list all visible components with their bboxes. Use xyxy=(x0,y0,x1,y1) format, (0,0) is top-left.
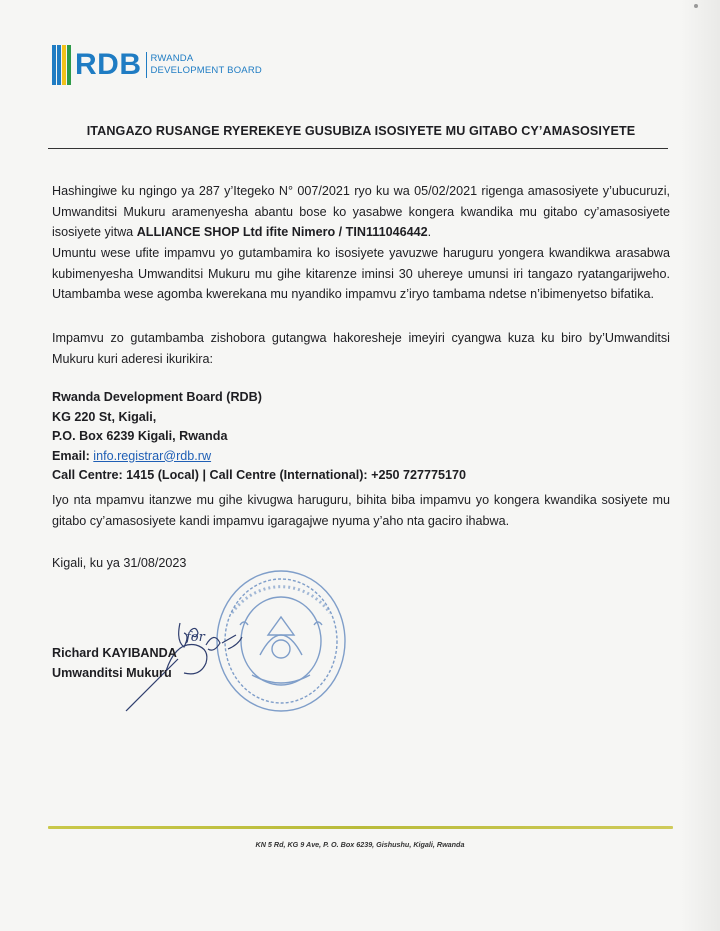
scan-speck xyxy=(694,4,698,8)
paragraph-objection: Umuntu wese ufite impamvu yo gutambamira ko isosiyete yavuzwe haruguru yongera kwandikwa arasabwa kubimenyesha Umwanditsi Mukuru mu gihe kitarenze iminsi 30 uhereye umunsi iri tangazo ryatangarijweho. Utambamba wese agomba kwerekana mu nyandiko impamvu z’iryo tambama ndetse n’ibimenyetso bifatika. xyxy=(52,246,670,301)
email-link[interactable]: info.registrar@rdb.rw xyxy=(93,448,212,463)
signature-for: for xyxy=(186,630,205,645)
paragraph-intro xyxy=(52,181,670,243)
logo-caption xyxy=(151,53,262,77)
address-block xyxy=(52,388,466,486)
rdb-logo xyxy=(52,44,262,86)
logo-caption-line2: DEVELOPMENT BOARD xyxy=(150,65,262,76)
paragraph-submission: Impamvu zo gutambamba zishobora gutangwa hakoresheje imeyiri cyangwa kuza ku biro by’Umwanditsi Mukuru kuri aderesi ikurikira: xyxy=(52,331,670,366)
address-email-line xyxy=(52,447,466,467)
signer-name: Richard KAYIBANDA xyxy=(52,646,177,660)
logo-bars-icon xyxy=(52,45,72,85)
title-underline xyxy=(48,148,668,149)
page-shadow xyxy=(680,0,720,931)
logo-wordmark: RDB xyxy=(75,48,142,81)
company-name: ALLIANCE SHOP Ltd ifite Nimero / TIN111046442 xyxy=(136,225,428,239)
address-org: Rwanda Development Board (RDB) xyxy=(52,390,262,404)
signer-block xyxy=(52,643,177,683)
logo-caption-line1: RWANDA xyxy=(150,53,194,64)
footer-divider xyxy=(48,826,673,829)
footer-address: KN 5 Rd, KG 9 Ave, P. O. Box 6239, Gishushu, Kigali, Rwanda xyxy=(255,840,465,849)
paragraph-intro-end: . xyxy=(427,225,432,239)
address-pobox: P.O. Box 6239 Kigali, Rwanda xyxy=(52,429,228,443)
address-street: KG 220 St, Kigali, xyxy=(52,409,157,424)
paragraph-closing: Iyo nta mpamvu itanzwe mu gihe kivugwa haruguru, bihita biba impamvu yo kongera kwandika sosiyete mu gitabo cy’amasosiyete kandi impamvu igaragajwe nyuma y’aho nta gaciro ihabwa. xyxy=(52,493,670,528)
signer-role: Umwanditsi Mukuru xyxy=(52,666,172,680)
email-label: Email: xyxy=(52,448,94,463)
place-date: Kigali, ku ya 31/08/2023 xyxy=(52,556,187,570)
logo-divider xyxy=(146,52,147,78)
notice-title: ITANGAZO RUSANGE RYEREKEYE GUSUBIZA ISOSIYETE MU GITABO CY’AMASOSIYETE xyxy=(86,124,636,138)
paragraph-intro-text: Hashingiwe ku ngingo ya 287 y’Itegeko N° 007/2021 ryo ku wa 05/02/2021 rigenga amasosiyete y’ubucuruzi, Umwanditsi Mukuru aramenyesha abantu bose ko yasabwe kongera kwandika mu gitabo cy’amasosiyete isosiyete yitwa xyxy=(52,184,670,239)
address-call-centre: Call Centre: 1415 (Local) | Call Centre (International): +250 727775170 xyxy=(52,468,467,482)
